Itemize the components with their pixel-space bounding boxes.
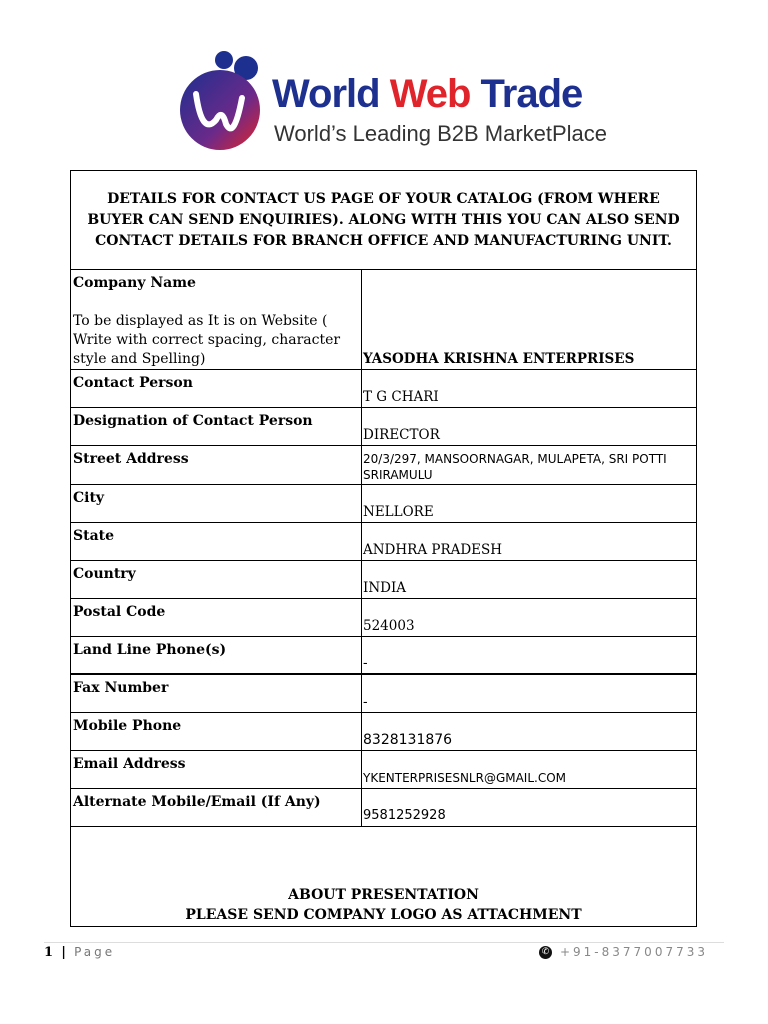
value-designation: DIRECTOR [363,427,440,443]
value-email-address: YKENTERPRISESNLR@GMAIL.COM [363,771,567,785]
footer-phone-number: +91-8377007733 [559,945,708,959]
label-land-line: Land Line Phone(s) [73,642,227,658]
value-alternate-contact: 9581252928 [363,808,446,823]
row-land-line [71,637,696,675]
brand-tagline: World’s Leading B2B MarketPlace [274,121,608,146]
page-number: 1 [44,945,54,960]
label-postal-code: Postal Code [73,604,166,620]
page-separator: | [61,945,66,960]
page-label: Page [74,945,116,959]
row-email-address [71,751,696,789]
label-fax-number: Fax Number [73,680,169,696]
contact-details-form [70,170,697,927]
value-land-line: - [363,655,368,671]
label-city: City [73,490,105,506]
value-contact-person: T G CHARI [363,389,439,405]
label-contact-person: Contact Person [73,375,193,391]
value-fax-number: - [363,694,368,710]
value-mobile-phone: 8328131876 [363,732,453,748]
row-alternate-contact [71,789,696,827]
about-presentation-title: ABOUT PRESENTATION [288,887,479,903]
row-state [71,523,696,561]
label-designation: Designation of Contact Person [73,413,313,429]
row-designation [71,408,696,446]
logo-attachment-note: PLEASE SEND COMPANY LOGO AS ATTACHMENT [185,907,582,923]
row-fax-number [71,675,696,713]
value-company-name: YASODHA KRISHNA ENTERPRISES [363,351,635,367]
label-company-name: Company Name To be displayed as It is on Website ( Write with correct spacing, character style and Spelling) [73,274,358,369]
form-header: DETAILS FOR CONTACT US PAGE OF YOUR CATALOG (FROM WHERE BUYER CAN SEND ENQUIRIES). ALONG WITH THIS YOU CAN ALSO SEND CONTACT DETAILS FOR BRANCH OFFICE AND MANUFACTURING UNIT. [71,171,696,270]
label-mobile-phone: Mobile Phone [73,718,182,734]
value-state: ANDHRA PRADESH [363,542,503,558]
company-name-note: To be displayed as It is on Website ( Write with correct spacing, character style and Spelling) [73,313,341,367]
footer-phone [539,945,708,959]
page-footer [44,945,115,960]
label-street-address: Street Address [73,451,189,467]
row-street-address [71,446,696,485]
row-postal-code [71,599,696,637]
row-contact-person [71,370,696,408]
label-email-address: Email Address [73,756,186,772]
value-city: NELLORE [363,504,434,520]
value-country: INDIA [363,580,407,596]
row-mobile-phone [71,713,696,751]
logo [176,50,608,158]
value-street-address: 20/3/297, MANSOORNAGAR, MULAPETA, SRI POTTI SRIRAMULU [363,452,667,482]
row-country [71,561,696,599]
label-state: State [73,528,115,544]
world-web-trade-logo-icon [176,50,272,158]
row-company-name [71,270,696,370]
footer-divider [44,942,724,943]
brand-name: World Web Trade [272,72,583,116]
row-city [71,485,696,523]
value-postal-code: 524003 [363,618,415,634]
about-presentation [71,885,696,926]
phone-icon: ✆ [539,946,552,959]
label-alternate-contact: Alternate Mobile/Email (If Any) [73,794,321,810]
label-country: Country [73,566,136,582]
